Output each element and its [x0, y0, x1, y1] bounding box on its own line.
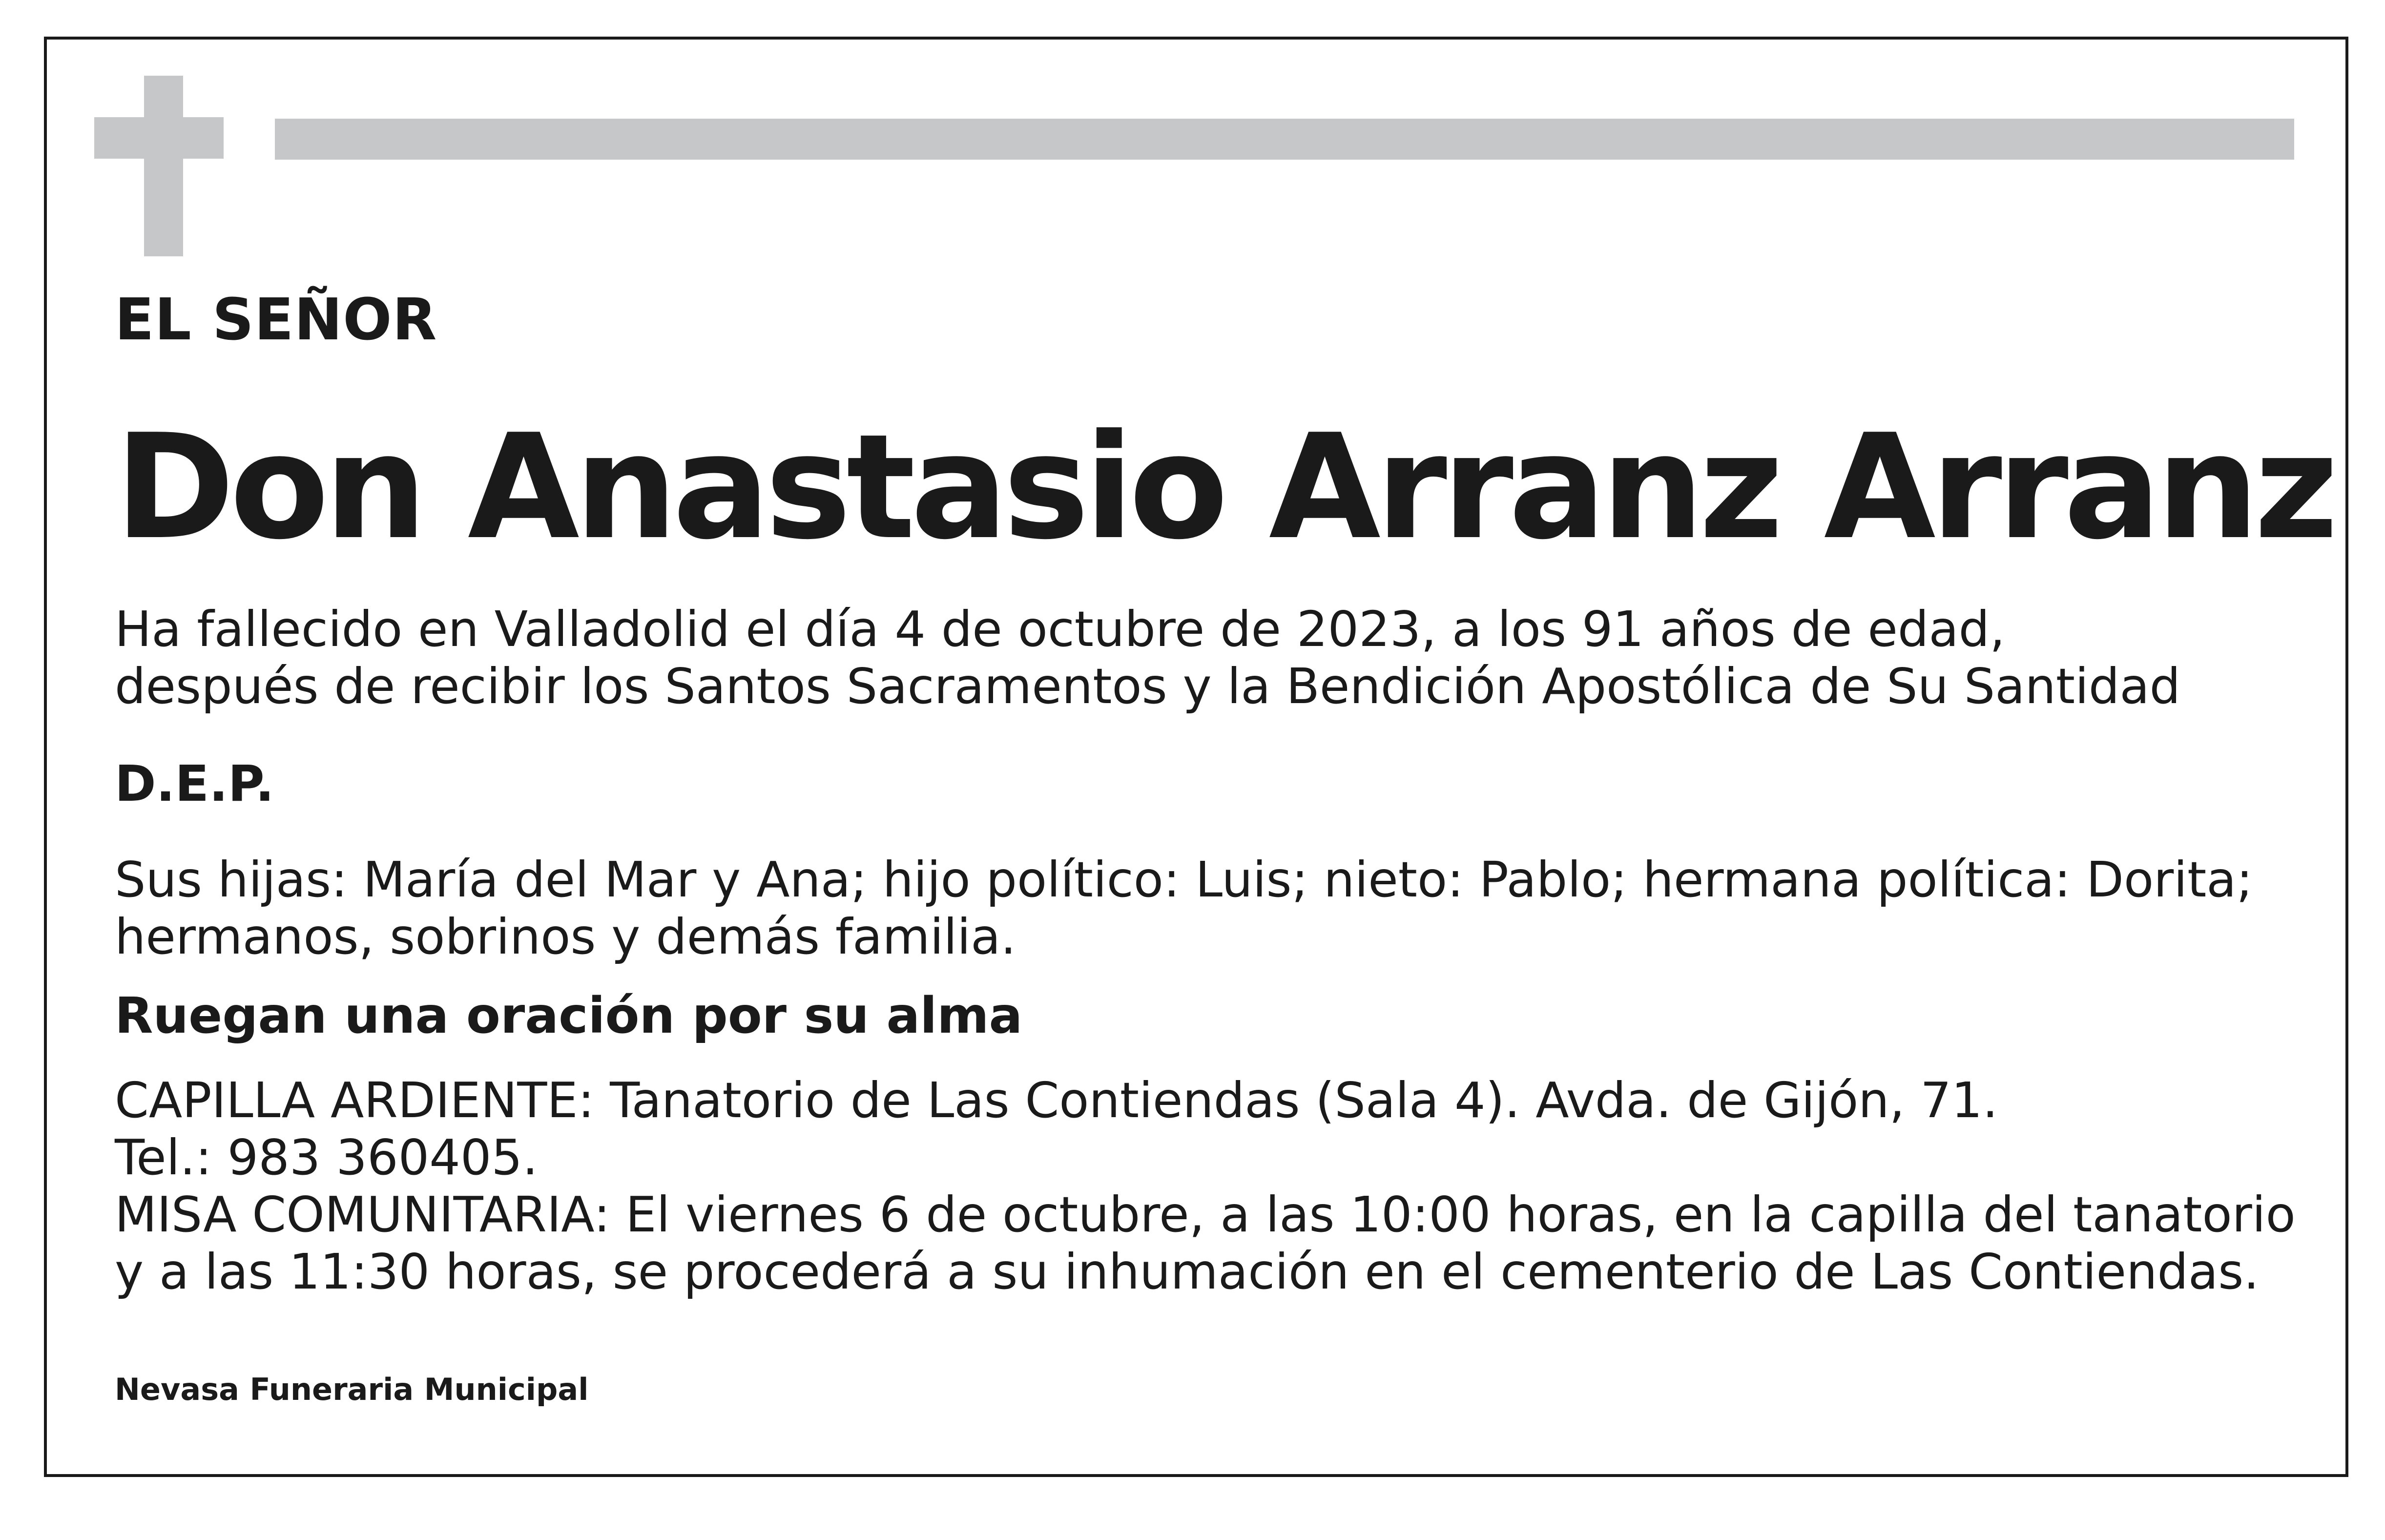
honorific-title: EL SEÑOR [115, 286, 437, 353]
header-divider-bar [275, 119, 2294, 160]
service-line: Tel.: 983 360405. [115, 1129, 538, 1186]
death-line: Ha fallecido en Valladolid el día 4 de octubre de 2023, a los 91 años de edad, [115, 601, 2005, 658]
dep-label: D.E.P. [115, 755, 274, 813]
service-line: MISA COMUNITARIA: El viernes 6 de octubre, a las 10:00 horas, en la capilla del tanatorio [115, 1186, 2296, 1243]
death-line: después de recibir los Santos Sacramentos y la Bendición Apostólica de Su Santidad [115, 658, 2181, 715]
death-announcement [115, 601, 2180, 715]
family-line: Sus hijas: María del Mar y Ana; hijo político: Luis; nieto: Pablo; hermana política: Dorita; [115, 851, 2253, 908]
cross-horizontal-bar [94, 117, 224, 159]
service-line: y a las 11:30 horas, se procederá a su inhumación en el cementerio de Las Contiendas. [115, 1243, 2260, 1300]
family-line: hermanos, sobrinos y demás familia. [115, 908, 1016, 965]
deceased-name: Don Anastasio Arranz Arranz [115, 403, 2334, 571]
prayer-request: Ruegan una oración por su alma [115, 987, 1023, 1045]
family-list [115, 851, 2253, 965]
cross-vertical-bar [144, 76, 183, 256]
service-line: CAPILLA ARDIENTE: Tanatorio de Las Contiendas (Sala 4). Avda. de Gijón, 71. [115, 1072, 1998, 1129]
service-details [115, 1072, 2296, 1300]
funeral-home-name: Nevasa Funeraria Municipal [115, 1372, 589, 1407]
